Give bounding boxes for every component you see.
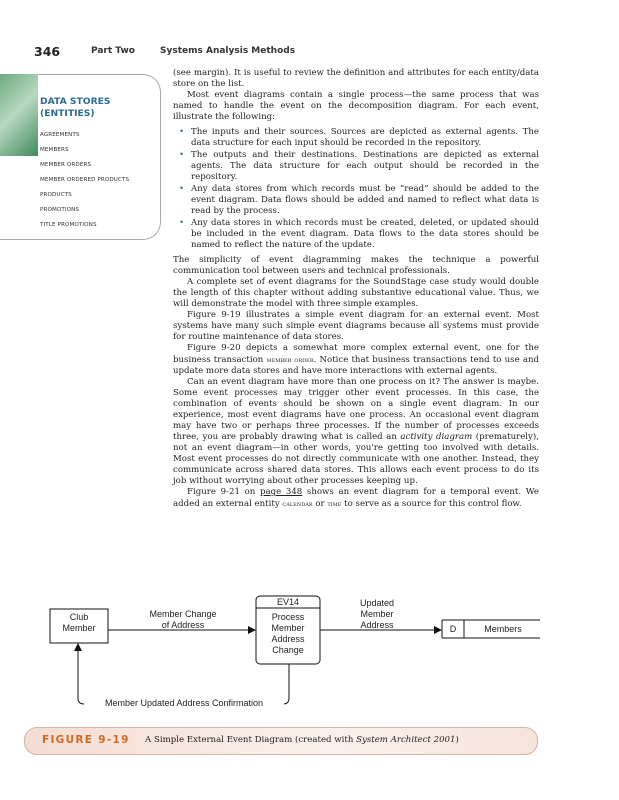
bullet-item [173, 127, 539, 149]
bullet-icon: • [179, 150, 185, 160]
bullet-icon: • [179, 184, 185, 194]
paragraph: Figure 9-21 on page 348 shows an event diagram for a temporal event. We added an external entity calendar or time to serve as a source for this control flow. [173, 487, 539, 509]
bullet-text: The outputs and their destinations. Destinations are depicted as external agents. The data structure for each output should be recorded in the repository. [191, 150, 539, 182]
flow-back-label: Member Updated Address Confirmation [84, 698, 284, 709]
paragraph: Most event diagrams contain a single process—the same process that was named to handle the event on the decomposition diagram. For each event, illustrate the following: [173, 90, 539, 122]
section-label: Systems Analysis Methods [160, 46, 296, 56]
page-number: 346 [34, 44, 61, 59]
paragraph: The simplicity of event diagramming makes the technique a powerful communication tool between users and technical professionals. [173, 255, 539, 276]
part-label: Part Two [91, 46, 135, 56]
bullet-text: The inputs and their sources. Sources are depicted as external agents. The data structure for each input should be recorded in the repository. [191, 127, 539, 148]
page-link[interactable]: page 348 [259, 487, 303, 497]
paragraph: A complete set of event diagrams for the SoundStage case study would double the length of this chapter without adding substantive educational value. Thus, we will demonstrate the model with three simple examples. [173, 277, 539, 309]
body-text [173, 68, 539, 510]
external-agent-label: Club Member [62, 612, 96, 633]
running-header [0, 44, 619, 64]
small-caps-term: time [327, 499, 342, 508]
flow-out-label: Updated Member Address [359, 598, 395, 630]
bullet-text: Any data stores from which records must be “read” should be added to the event diagram. Data flows should be added and named to reflect what data is read by the process. [191, 184, 539, 216]
bullet-icon: • [179, 218, 185, 228]
data-store-name: Members [484, 624, 522, 634]
bullet-list [173, 127, 539, 251]
process-id: EV14 [276, 597, 300, 607]
data-store-id: D [449, 624, 457, 634]
paragraph: Can an event diagram have more than one process on it? The answer is maybe. Some event processes may trigger other event processes. In this case, the combination of events should be shown on a single event diagram. In our experience, most event diagrams have one process. An occasional event diagram may have two or perhaps three processes. If the number of processes exceeds three, you are probably drawing what is called an activity diagram (prematurely), not an event diagram—in other words, you're getting too involved with details. Most event processes do not directly communicate with one another. Instead, they communicate across shared data stores. This allows each event process to do its job without worrying about other processes keeping up. [173, 377, 539, 486]
bullet-item [173, 218, 539, 251]
sidebar-item: PRODUCTS [40, 192, 72, 198]
sidebar-item: TITLE PROMOTIONS [40, 222, 97, 228]
caption-italic: System Architect 2001 [356, 735, 456, 745]
sidebar-title-line1: DATA STORES [40, 96, 111, 107]
paragraph: (see margin). It is useful to review the definition and attributes for each entity/data store on the list. [173, 68, 539, 89]
sidebar-title-line2: (ENTITIES) [40, 108, 95, 119]
emphasis: activity diagram [400, 432, 473, 442]
bullet-text: Any data stores in which records must be created, deleted, or updated should be included in the event diagram. Data flows to the data stores should be named to reflect the nature of the update. [191, 218, 539, 250]
sidebar-item: AGREEMENTS [40, 132, 80, 138]
flow-in-label: Member Change of Address [149, 609, 217, 630]
sidebar-list [40, 128, 129, 233]
event-diagram [0, 586, 619, 720]
small-caps-term: member order [266, 355, 314, 364]
figure-caption: A Simple External Event Diagram (created with System Architect 2001) [145, 735, 459, 745]
sidebar-item: MEMBER ORDERS [40, 162, 92, 168]
bullet-item [173, 150, 539, 183]
sidebar-image [0, 74, 38, 156]
bullet-icon: • [179, 127, 185, 137]
paragraph: Figure 9-19 illustrates a simple event diagram for an external event. Most systems have many such simple event diagrams because all systems must provide for routine maintenance of data stores. [173, 310, 539, 342]
sidebar-item: MEMBERS [40, 147, 69, 153]
bullet-item [173, 184, 539, 217]
figure-label: FIGURE 9-19 [42, 734, 130, 746]
sidebar-title [40, 96, 150, 120]
paragraph: Figure 9-20 depicts a somewhat more complex external event, one for the business transaction member order. Notice that business transactions tend to use and update more data stores and have more interactions with external agents. [173, 343, 539, 376]
sidebar-item: MEMBER ORDERED PRODUCTS [40, 177, 130, 183]
small-caps-term: calendar [282, 499, 313, 508]
process-label: Process Member Address Change [271, 612, 305, 655]
sidebar-item: PROMOTIONS [40, 207, 80, 213]
